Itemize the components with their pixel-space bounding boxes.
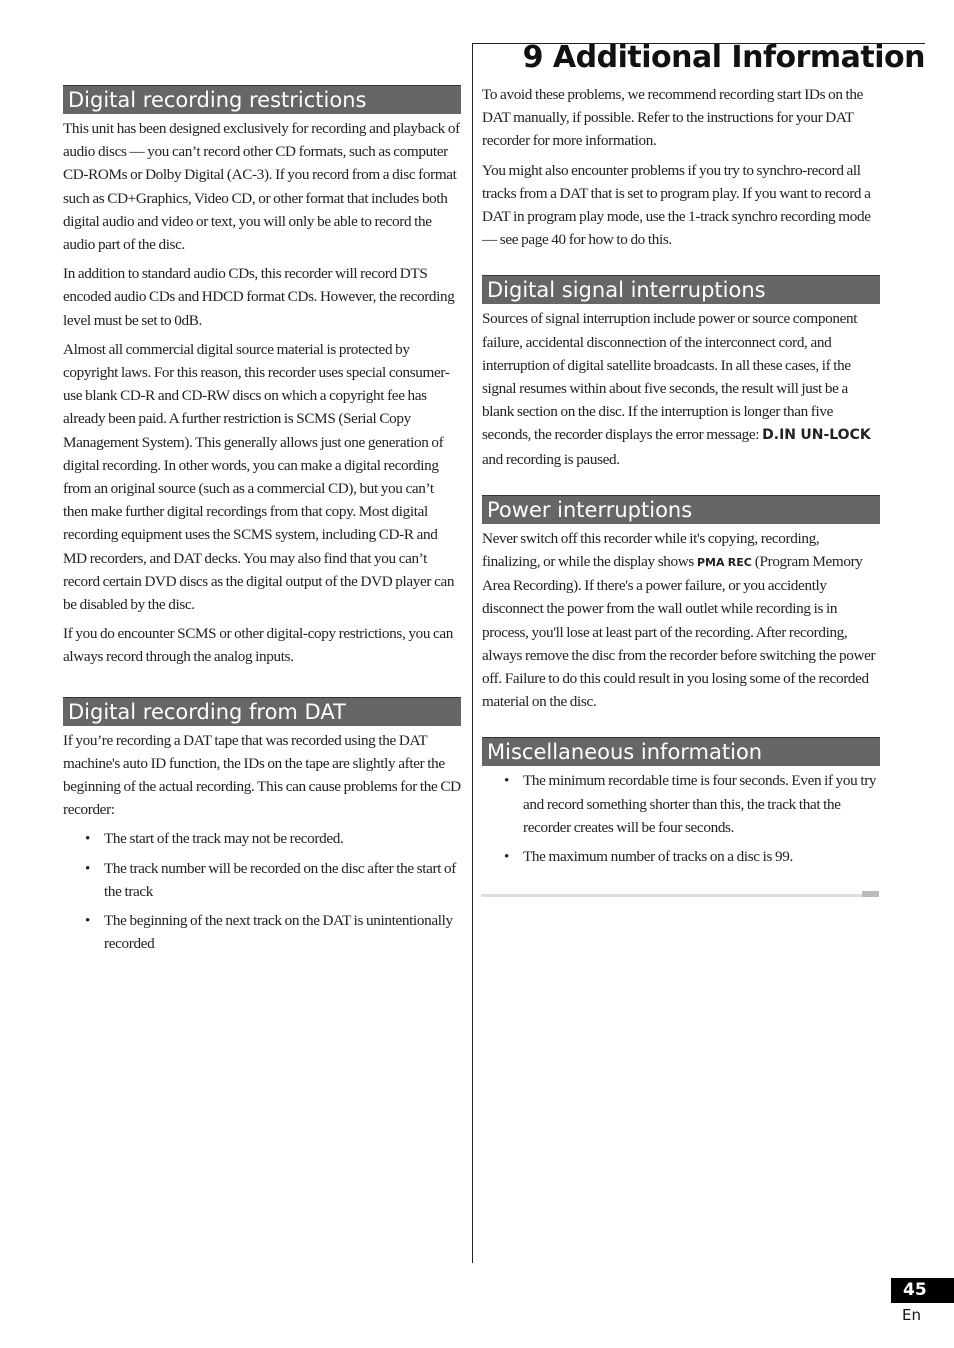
text-run: and recording is paused. bbox=[482, 450, 620, 468]
bullet-item: • The beginning of the next track on the DAT is unintentionally recorded bbox=[63, 909, 461, 955]
section-heading: Digital recording restrictions bbox=[63, 85, 461, 114]
bullet-item: • The minimum recordable time is four seconds. Even if you try and record something shorter than this, the track that the recorder creates will be four seconds. bbox=[482, 769, 880, 839]
display-message-code: D.IN UN-LOCK bbox=[762, 427, 871, 444]
page-number: 45 bbox=[891, 1278, 954, 1303]
section-power-interruptions bbox=[482, 495, 880, 714]
left-column bbox=[63, 85, 461, 962]
text-run: (Program Memory Area Recording). If there's a power failure, or you accidently disconnect the power from the wall outlet while recording is in process, you'll lose at least part of the recording. After recording, always remove the disc from the recorder before switching the power off. Failure to do this could result in you losing some of the recorded material on the disc. bbox=[482, 553, 876, 711]
section-end-mark bbox=[862, 891, 879, 897]
section-miscellaneous-information bbox=[482, 737, 880, 868]
text-run: Never switch off this recorder while it's copying, recording, finalizing, or while the display shows bbox=[482, 529, 820, 571]
paragraph: Almost all commercial digital source material is protected by copyright laws. For this reason, this recorder uses special consumer-use blank CD-R and CD-RW discs on which a copyright fee has already been paid. A further restriction is SCMS (Serial Copy Management System). This generally allows just one generation of digital recording. In other words, you can make a digital recording from an original source (such as a commercial CD), but you can’t then make further digital recordings from that copy. Most digital recording equipment uses the SCMS system, including CD-R and MD recorders, and DAT decks. You may also find that you can’t record certain DVD discs as the digital output of the DVD player can be disabled by the disc. bbox=[63, 340, 455, 614]
paragraph: If you do encounter SCMS or other digital-copy restrictions, you can always record through the analog inputs. bbox=[63, 625, 454, 666]
paragraph: In addition to standard audio CDs, this recorder will record DTS encoded audio CDs and HDCD format CDs. However, the recording level must be set to 0dB. bbox=[63, 265, 455, 329]
section-heading: Miscellaneous information bbox=[482, 737, 880, 766]
language-label: En bbox=[902, 1306, 921, 1324]
column-divider bbox=[472, 43, 473, 1263]
bullet-item: • The maximum number of tracks on a disc is 99. bbox=[482, 845, 880, 868]
section-heading: Power interruptions bbox=[482, 495, 880, 524]
display-message-code: PMA REC bbox=[696, 556, 752, 570]
paragraph bbox=[482, 307, 880, 470]
paragraph: To avoid these problems, we recommend recording start IDs on the DAT manually, if possible. Refer to the instructions for your DAT recorder for more information. bbox=[482, 86, 864, 150]
paragraph: If you’re recording a DAT tape that was recorded using the DAT machine's auto ID function, the IDs on the tape are slightly after the beginning of the actual recording. This can cause problems for the CD recorder: bbox=[63, 731, 461, 819]
section-heading: Digital recording from DAT bbox=[63, 697, 461, 726]
section-heading: Digital signal interruptions bbox=[482, 275, 880, 304]
right-column bbox=[482, 83, 880, 874]
section-digital-recording-restrictions bbox=[63, 85, 461, 669]
chapter-title: 9 Additional Information bbox=[522, 40, 925, 75]
bullet-item: • The track number will be recorded on the disc after the start of the track bbox=[63, 857, 461, 903]
bullet-item: • The start of the track may not be recorded. bbox=[63, 827, 461, 850]
paragraph bbox=[482, 527, 880, 714]
section-digital-recording-from-dat bbox=[63, 697, 461, 956]
paragraph: You might also encounter problems if you try to synchro-record all tracks from a DAT that is set to program play. If you want to record a DAT in program play mode, use the 1-track synchro recording mode — see page 40 for how to do this. bbox=[482, 161, 871, 249]
paragraph: This unit has been designed exclusively for recording and playback of audio discs — you can’t record other CD formats, such as computer CD-ROMs or Dolby Digital (AC-3). If you record from a disc format such as CD+Graphics, Video CD, or other format that includes both digital audio and video or text, you will only be able to record the audio part of the disc. bbox=[63, 120, 460, 254]
section-digital-signal-interruptions bbox=[482, 275, 880, 470]
text-run: Sources of signal interruption include power or source component failure, accidental disconnection of the interconnect cord, and interruption of digital satellite broadcasts. In all these cases, if the signal resumes within about five seconds, the result will just be a blank section on the disc. If the interruption is longer than five seconds, the recorder displays the error message: bbox=[482, 310, 858, 444]
section-dat-continued bbox=[482, 83, 880, 251]
section-end-rule bbox=[481, 894, 879, 897]
